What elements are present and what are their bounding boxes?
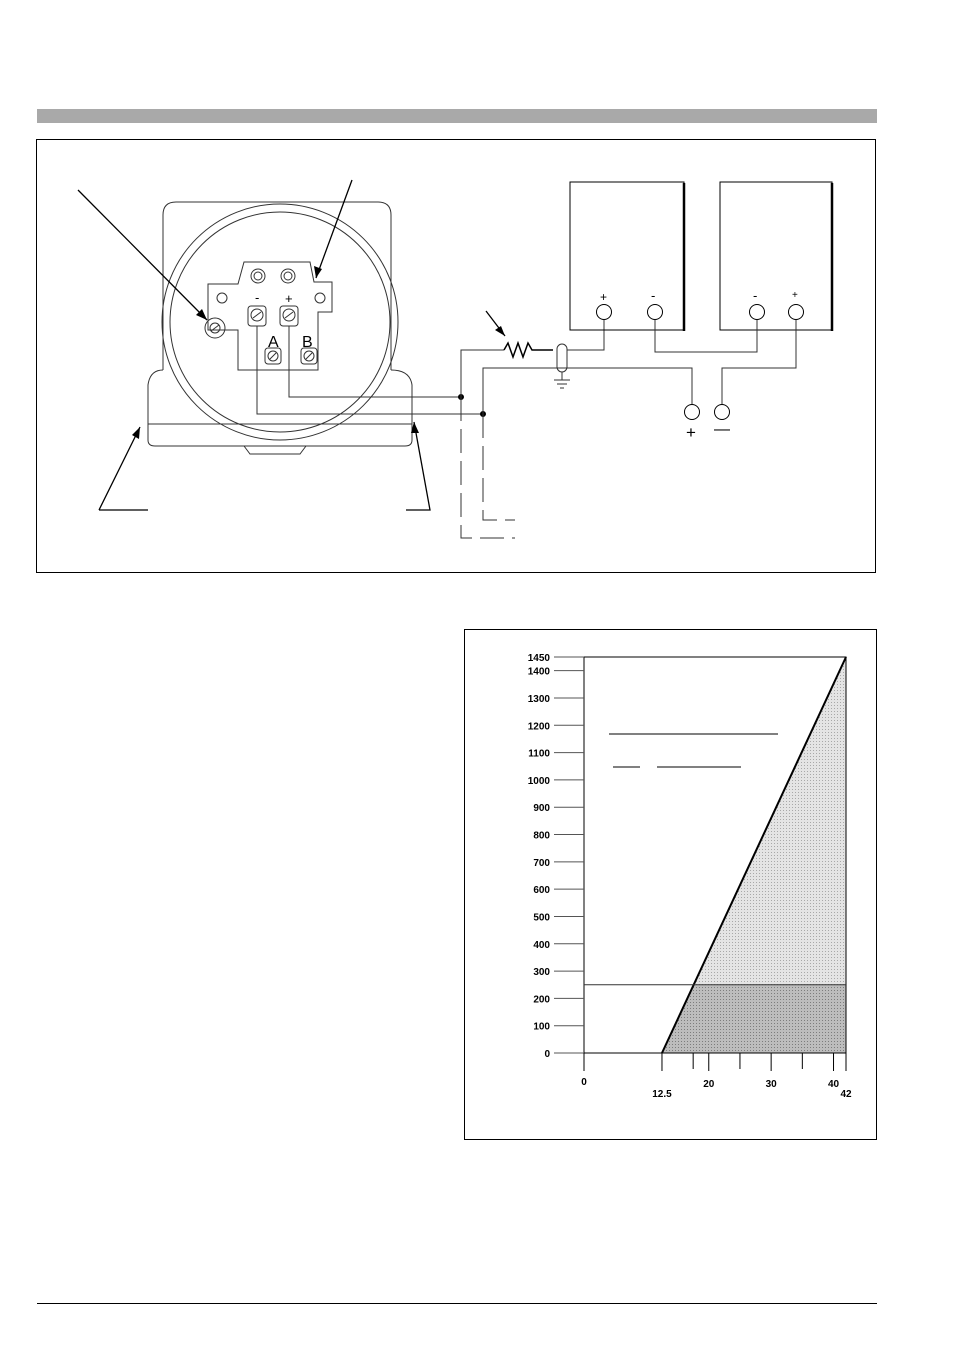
x-tick-label: 12.5 — [652, 1089, 672, 1100]
y-tick-label: 400 — [533, 939, 550, 951]
y-tick-label: 700 — [533, 857, 550, 869]
terminal-minus-label: - — [255, 290, 260, 305]
y-tick-label: 1100 — [528, 748, 550, 760]
terminal-b-label: B — [302, 334, 313, 351]
x-tick-label: 42 — [840, 1089, 852, 1100]
x-tick-label: 20 — [703, 1079, 715, 1090]
device-2-minus-label: - — [753, 288, 758, 303]
x-tick-label: 30 — [765, 1079, 777, 1090]
device-1-plus-label: + — [600, 290, 608, 304]
x-tick-label: 0 — [581, 1077, 587, 1088]
y-tick-label: 200 — [533, 994, 550, 1006]
y-tick-label: 1000 — [527, 775, 550, 787]
y-tick-label: 300 — [533, 967, 550, 979]
y-tick-label: 0 — [544, 1049, 550, 1060]
y-tick-label: 600 — [533, 885, 550, 897]
y-tick-label: 1450 — [527, 653, 550, 664]
footer-rule — [37, 1303, 877, 1304]
terminal-plus-label: + — [285, 291, 293, 306]
device-2-plus-label: + — [792, 290, 798, 301]
y-tick-label: 800 — [533, 830, 550, 842]
supply-plus-label: + — [686, 423, 696, 442]
y-tick-label: 900 — [533, 803, 550, 815]
x-tick-label: 40 — [827, 1079, 840, 1090]
supply-minus-label: — — [714, 421, 730, 438]
y-tick-label: 1200 — [527, 721, 550, 733]
y-tick-label: 1400 — [527, 666, 550, 678]
terminal-a-label: A — [268, 334, 279, 351]
y-tick-label: 1300 — [527, 693, 550, 705]
y-tick-label: 100 — [533, 1021, 550, 1033]
device-1-minus-label: - — [651, 288, 656, 303]
y-tick-label: 500 — [533, 912, 550, 924]
